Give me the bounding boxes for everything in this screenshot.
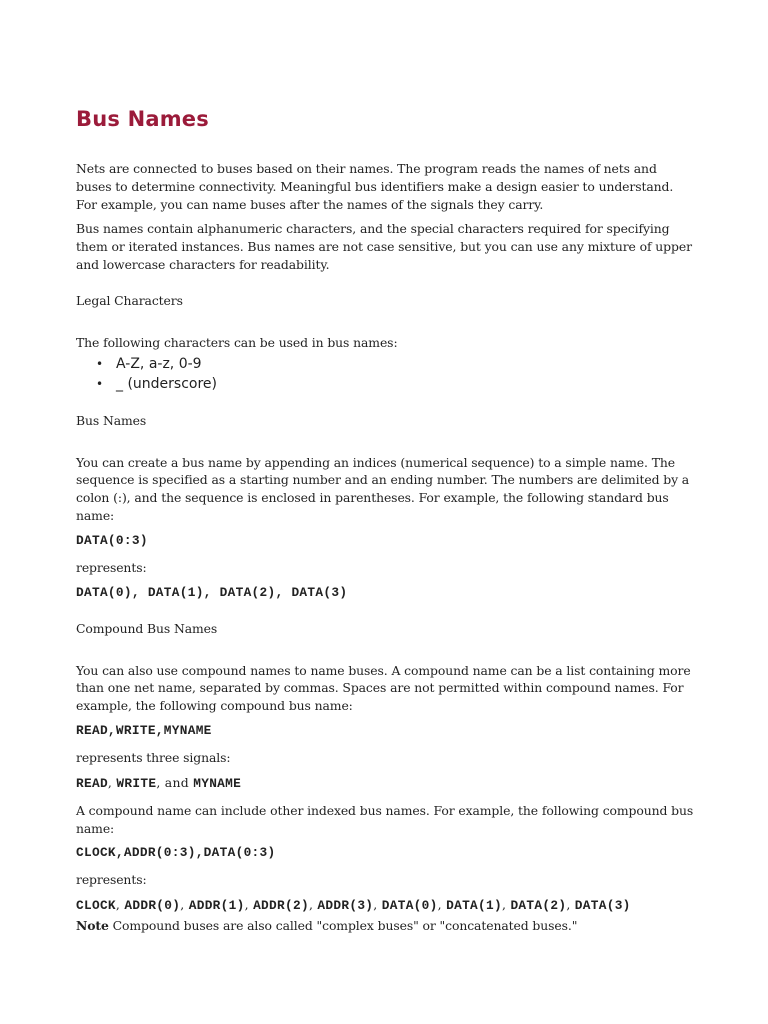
signal-name: DATA(1)	[446, 898, 502, 914]
represents-label: represents:	[76, 559, 147, 575]
list-item: • A-Z, a-z, 0-9	[96, 355, 202, 372]
separator: , and	[156, 774, 194, 790]
represents-three-label: represents three signals:	[76, 749, 231, 765]
intro-paragraph-2: Bus names contain alphanumeric characters, and the special characters required for specifying them or iterated instances. Bus names are not case sensitive, but you can use any mixture of upper and lowercase characters for readability.	[76, 221, 692, 272]
compound-expanded-line: CLOCK, ADDR(0), ADDR(1), ADDR(2), ADDR(3), DATA(0), DATA(1), DATA(2), DATA(3)	[76, 897, 631, 914]
bullet-icon: •	[96, 356, 104, 371]
signal-name: ADDR(0)	[124, 898, 181, 914]
bus-names-heading: Bus Names	[76, 412, 147, 428]
represents-label-2: represents:	[76, 872, 147, 888]
signal-write: WRITE	[116, 775, 157, 791]
signal-myname: MYNAME	[193, 775, 242, 791]
compound-indexed-paragraph: A compound name can include other indexed bus names. For example, the following compound bus name:	[76, 802, 694, 836]
signal-name: DATA(3)	[574, 898, 631, 914]
note-paragraph	[76, 917, 696, 935]
note-text: Compound buses are also called "complex buses" or "concatenated buses."	[108, 918, 578, 934]
compound-bus-names-heading: Compound Bus Names	[76, 620, 218, 636]
signal-name: ADDR(2)	[253, 898, 309, 914]
signal-name: DATA(0)	[381, 898, 438, 914]
signal-name: ADDR(1)	[188, 898, 245, 914]
signal-name: DATA(2)	[510, 898, 567, 914]
compound-example: READ,WRITE,MYNAME	[76, 722, 212, 738]
note-label: Note	[76, 918, 109, 934]
signal-name: CLOCK	[76, 898, 116, 914]
bullet-icon: •	[96, 376, 104, 391]
bus-name-expanded: DATA(0), DATA(1), DATA(2), DATA(3)	[76, 584, 348, 600]
list-item: • _ (underscore)	[96, 375, 217, 392]
intro-paragraph-1: Nets are connected to buses based on their names. The program reads the names of nets and buses to determine connectivity. Meaningful bus identifiers make a design easier to understand. For example, you can name buses after the names of the signals they carry.	[76, 161, 674, 212]
legal-characters-lead: The following characters can be used in bus names:	[76, 334, 398, 350]
compound-example-2: CLOCK,ADDR(0:3),DATA(0:3)	[76, 845, 276, 861]
separator: ,	[107, 774, 117, 790]
bus-name-example: DATA(0:3)	[76, 532, 148, 548]
signal-name: ADDR(3)	[317, 898, 374, 914]
bus-names-paragraph: You can create a bus name by appending an indices (numerical sequence) to a simple name. The sequence is specified as a starting number and an ending number. The numbers are delimited by a colon (:), and the sequence is enclosed in parentheses. For example, the following standard bus name:	[76, 454, 690, 523]
legal-characters-heading: Legal Characters	[76, 292, 183, 308]
compound-paragraph: You can also use compound names to name buses. A compound name can be a list containing more than one net name, separated by commas. Spaces are not permitted within compound names. For example, the following compound bus name:	[76, 662, 691, 714]
document-page	[76, 104, 696, 935]
page-title: Bus Names	[76, 107, 209, 131]
three-signals-line	[76, 774, 696, 793]
legal-characters-list	[76, 354, 696, 394]
signal-read: READ	[76, 775, 108, 791]
